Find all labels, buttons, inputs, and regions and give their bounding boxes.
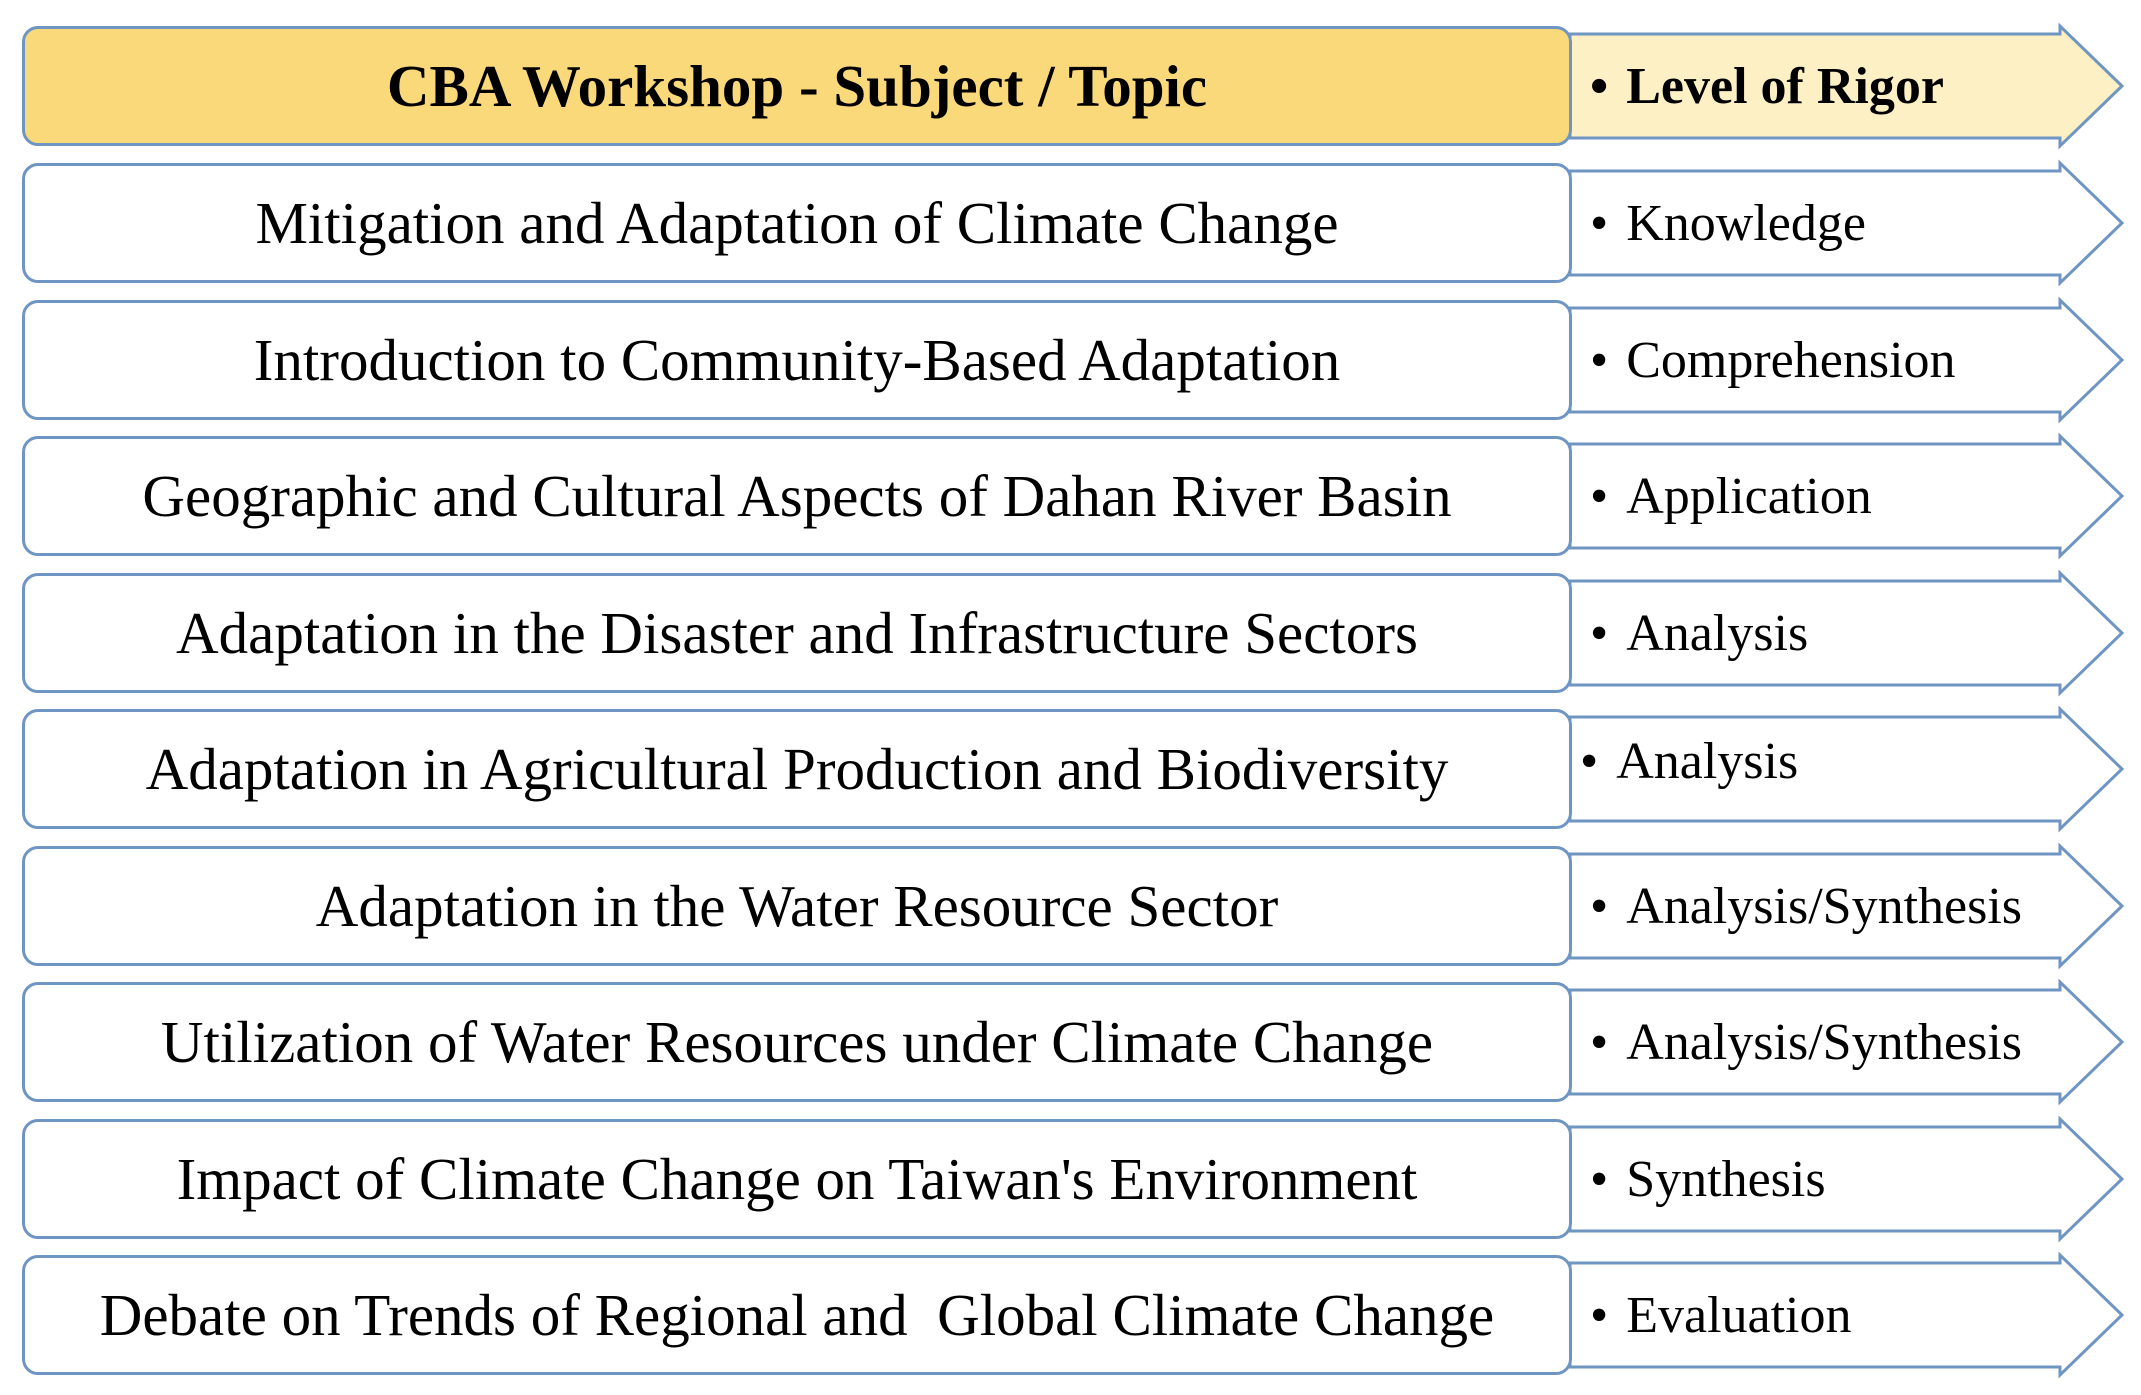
bullet-icon: • <box>1590 1286 1609 1344</box>
header-rigor <box>1590 22 1944 150</box>
bullet-icon: • <box>1590 331 1609 389</box>
bullet-icon: • <box>1590 467 1609 525</box>
topic-label: Geographic and Cultural Aspects of Dahan River Basin <box>142 462 1452 529</box>
rigor-item <box>1590 296 1956 424</box>
header-topic-label: CBA Workshop - Subject / Topic <box>386 52 1208 119</box>
topic-row <box>0 842 2141 970</box>
topic-box <box>22 573 1572 693</box>
topic-box <box>22 436 1572 556</box>
topic-row <box>0 705 2141 833</box>
topic-label: Introduction to Community-Based Adaptation <box>253 326 1341 393</box>
rigor-item <box>1590 1115 1826 1243</box>
bullet-icon: • <box>1590 1013 1609 1071</box>
rigor-item <box>1590 569 1808 697</box>
bullet-icon: • <box>1580 732 1599 790</box>
topic-box <box>22 846 1572 966</box>
rigor-item <box>1590 159 1866 287</box>
topic-row <box>0 432 2141 560</box>
topic-row <box>0 1115 2141 1243</box>
rigor-item <box>1590 432 1872 560</box>
topic-box <box>22 1119 1572 1239</box>
rigor-label: Analysis <box>1626 604 1809 662</box>
topic-label: Adaptation in Agricultural Production and Biodiversity <box>145 735 1449 802</box>
topic-box <box>22 163 1572 283</box>
topic-label: Utilization of Water Resources under Climate Change <box>160 1008 1434 1075</box>
bullet-icon: • <box>1590 877 1609 935</box>
rigor-item <box>1580 697 1798 825</box>
topic-row <box>0 1251 2141 1379</box>
topic-row <box>0 978 2141 1106</box>
rigor-label: Analysis/Synthesis <box>1626 1013 2023 1071</box>
rigor-label: Synthesis <box>1626 1150 1826 1208</box>
bullet-icon: • <box>1590 57 1609 115</box>
rigor-label: Analysis <box>1616 732 1799 790</box>
topic-label: Impact of Climate Change on Taiwan's Environment <box>176 1145 1418 1212</box>
header-topic-box <box>22 26 1572 146</box>
topic-box <box>22 300 1572 420</box>
bullet-icon: • <box>1590 604 1609 662</box>
topic-row <box>0 159 2141 287</box>
topic-row <box>0 569 2141 697</box>
topic-box <box>22 982 1572 1102</box>
rigor-item <box>1590 842 2022 970</box>
bullet-icon: • <box>1590 194 1609 252</box>
topic-label: Debate on Trends of Regional and Global Climate Change <box>99 1281 1495 1348</box>
rigor-label: Evaluation <box>1626 1286 1852 1344</box>
topic-row <box>0 296 2141 424</box>
topic-box <box>22 1255 1572 1375</box>
rigor-item <box>1590 978 2022 1106</box>
bullet-icon: • <box>1590 1150 1609 1208</box>
rigor-item <box>1590 1251 1851 1379</box>
topic-label: Adaptation in the Water Resource Sector <box>315 872 1279 939</box>
rigor-label: Comprehension <box>1626 331 1956 389</box>
topic-label: Mitigation and Adaptation of Climate Change <box>255 189 1339 256</box>
rigor-label: Knowledge <box>1626 194 1866 252</box>
rigor-label: Application <box>1626 467 1872 525</box>
rigor-label: Analysis/Synthesis <box>1626 877 2023 935</box>
header-rigor-label: Level of Rigor <box>1626 57 1944 115</box>
topic-label: Adaptation in the Disaster and Infrastructure Sectors <box>176 599 1418 666</box>
header-row <box>0 22 2141 150</box>
topic-box <box>22 709 1572 829</box>
